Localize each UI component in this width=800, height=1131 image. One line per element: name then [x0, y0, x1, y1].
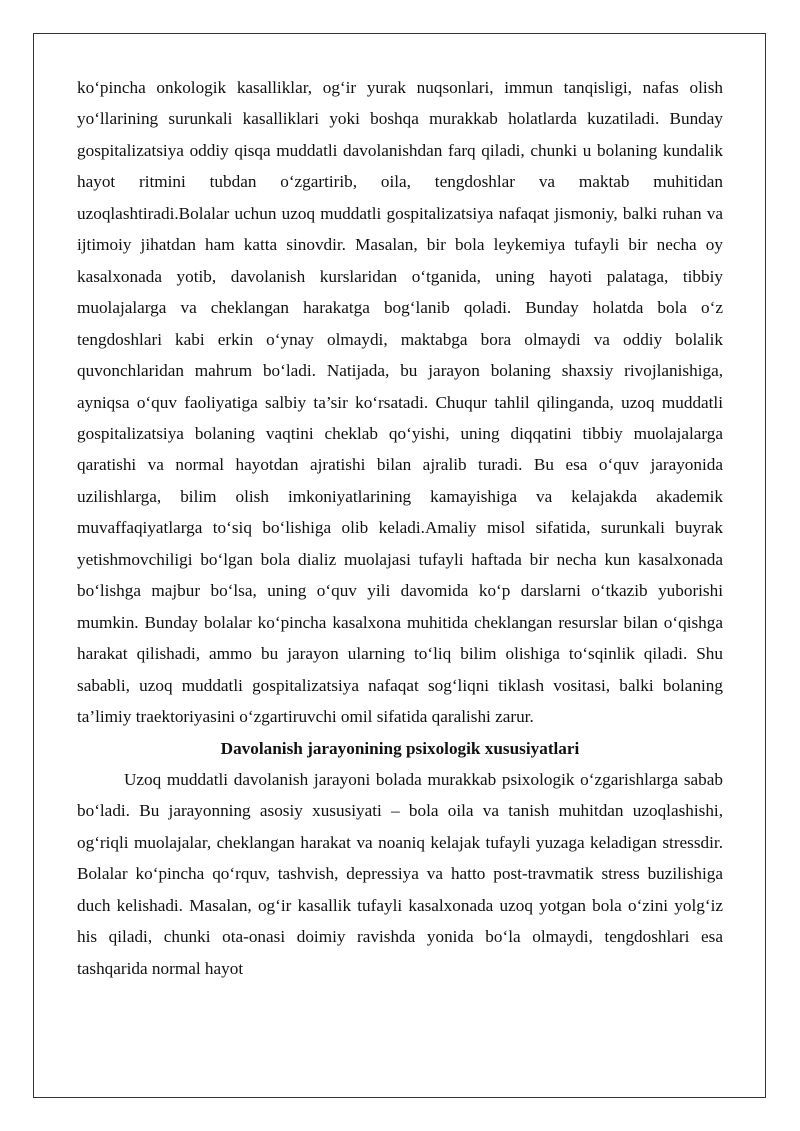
body-paragraph: ko‘pincha onkologik kasalliklar, og‘ir yurak nuqsonlari, immun tanqisligi, nafas olish yo‘llarining surunkali kasalliklari yoki boshqa murakkab holatlarda kuzatiladi. Bunday gospitalizatsiya oddiy qisqa muddatli davolanishdan farq qiladi, chunki u bolaning kundalik hayot ritmini tubdan o‘zgartirib, oila, tengdoshlar va maktab muhitidan uzoqlashtiradi.Bolalar uchun uzoq muddatli gospitalizatsiya nafaqat jismoniy, balki ruhan va ijtimoiy jihatdan ham katta sinovdir. Masalan, bir bola leykemiya tufayli bir necha oy kasalxonada yotib, davolanish kurslaridan o‘tganida, uning hayoti palataga, tibbiy muolajalarga va cheklangan harakatga bog‘lanib qoladi. Bunday holatda bola o‘z tengdoshlari kabi erkin o‘ynay olmaydi, maktabga bora olmaydi va oddiy bolalik quvonchlaridan mahrum bo‘ladi. Natijada, bu jarayon bolaning shaxsiy rivojlanishiga, ayniqsa o‘quv faoliyatiga salbiy ta’sir ko‘rsatadi. Chuqur tahlil qilinganda, uzoq muddatli gospitalizatsiya bolaning vaqtini cheklab qo‘yishi, uning diqqatini tibbiy muolajalarga qaratishi va normal hayotdan ajratishi bilan ajralib turadi. Bu esa o‘quv jarayonida uzilishlarga, bilim olish imkoniyatlarining kamayishiga va kelajakda akademik muvaffaqiyatlarga to‘siq bo‘lishiga olib keladi.Amaliy misol sifatida, surunkali buyrak yetishmovchiligi bo‘lgan bola dializ muolajasi tufayli haftada bir necha kun kasalxonada bo‘lishga majbur bo‘lsa, uning o‘quv yili davomida ko‘p darslarni o‘tkazib yuborishi mumkin. Bunday bolalar ko‘pincha kasalxona muhitida cheklangan resurslar bilan o‘qishga harakat qilishadi, ammo bu jarayon ularning to‘liq bilim olishiga to‘sqinlik qiladi. Shu sababli, uzoq muddatli gospitalizatsiya nafaqat sog‘liqni tiklash vositasi, balki bolaning ta’limiy traektoriyasini o‘zgartiruvchi omil sifatida qaralishi zarur.	[77, 78, 723, 727]
section-heading: Davolanish jarayonining psixologik xususiyatlari	[220, 738, 580, 758]
body-paragraph: Uzoq muddatli davolanish jarayoni bolada murakkab psixologik o‘zgarishlarga sabab bo‘ladi. Bu jarayonning asosiy xususiyati – bola oila va tanish muhitdan uzoqlashishi, og‘riqli muolajalar, cheklangan harakat va noaniq kelajak tufayli yuzaga keladigan stressdir. Bolalar ko‘pincha qo‘rquv, tashvish, depressiya va hatto post-travmatik stress buzilishiga duch kelishadi. Masalan, og‘ir kasallik tufayli kasalxonada uzoq yotgan bola o‘zini yolg‘iz his qiladi, chunki ota-onasi doimiy ravishda yonida bo‘la olmaydi, tengdoshlari esa tashqarida normal hayot	[77, 769, 723, 978]
document-body	[77, 72, 723, 984]
